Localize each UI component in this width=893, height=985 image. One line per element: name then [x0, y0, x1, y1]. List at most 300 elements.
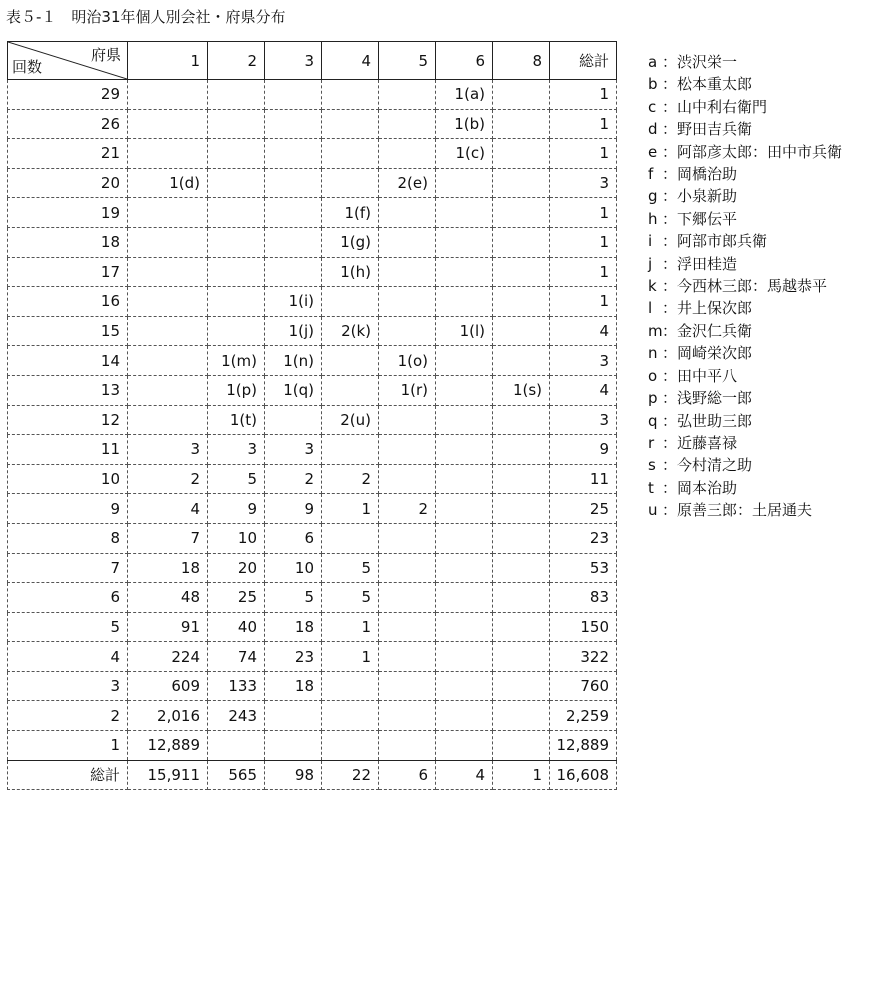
legend-separator: ： — [662, 433, 678, 452]
column-header: 4 — [322, 42, 379, 80]
table-cell: 2(k) — [322, 316, 379, 346]
row-total-cell: 1 — [550, 287, 617, 317]
legend-name: 田中平八 — [677, 366, 738, 385]
legend-item — [648, 320, 842, 342]
column-header-total: 総計 — [550, 42, 617, 80]
table-cell: 5 — [322, 553, 379, 583]
table-cell — [128, 80, 208, 110]
row-total-cell: 760 — [550, 671, 617, 701]
row-total-cell: 150 — [550, 612, 617, 642]
legend-key: g — [648, 187, 658, 206]
table-cell: 1(h) — [322, 257, 379, 287]
table-cell: 1(c) — [436, 139, 493, 169]
table-cell: 1 — [493, 760, 550, 790]
legend-item — [648, 208, 842, 230]
table-cell — [128, 257, 208, 287]
table-cell — [128, 139, 208, 169]
legend-separator: ： — [662, 389, 678, 408]
legend-item — [648, 365, 842, 387]
legend-separator: ： — [662, 209, 678, 228]
row-label: 14 — [8, 346, 128, 376]
table-cell — [436, 346, 493, 376]
table-row — [8, 701, 617, 731]
legend-name: 松本重太郎 — [677, 75, 753, 94]
table-cell — [379, 731, 436, 761]
table-row — [8, 731, 617, 761]
table-cell — [493, 523, 550, 553]
table-cell — [436, 553, 493, 583]
table-cell — [265, 168, 322, 198]
table-row — [8, 287, 617, 317]
table-cell: 6 — [265, 523, 322, 553]
table-row — [8, 523, 617, 553]
row-label: 4 — [8, 642, 128, 672]
table-cell: 15,911 — [128, 760, 208, 790]
table-cell: 1(n) — [265, 346, 322, 376]
table-cell — [265, 405, 322, 435]
column-header: 3 — [265, 42, 322, 80]
table-cell: 74 — [208, 642, 265, 672]
table-cell — [322, 168, 379, 198]
legend-item — [648, 499, 842, 521]
row-label: 13 — [8, 375, 128, 405]
table-cell — [493, 405, 550, 435]
table-cell: 18 — [265, 612, 322, 642]
table-row — [8, 257, 617, 287]
table-cell — [493, 642, 550, 672]
table-cell — [436, 494, 493, 524]
table-cell: 7 — [128, 523, 208, 553]
table-cell: 1(j) — [265, 316, 322, 346]
row-label: 6 — [8, 583, 128, 613]
legend-separator: ： — [662, 97, 678, 116]
table-cell — [493, 464, 550, 494]
table-cell — [265, 731, 322, 761]
legend-key: h — [648, 209, 658, 228]
legend-separator: ： — [662, 411, 678, 430]
row-total-cell: 83 — [550, 583, 617, 613]
table-cell — [208, 198, 265, 228]
legend-separator: ： — [662, 366, 678, 385]
legend-item — [648, 477, 842, 499]
table-cell — [379, 316, 436, 346]
table-cell — [322, 346, 379, 376]
table-cell — [436, 198, 493, 228]
table-cell — [379, 583, 436, 613]
table-cell: 2 — [379, 494, 436, 524]
table-cell: 48 — [128, 583, 208, 613]
table-cell: 243 — [208, 701, 265, 731]
table-cell — [379, 464, 436, 494]
table-cell — [379, 139, 436, 169]
table-cell: 3 — [265, 435, 322, 465]
table-cell — [322, 671, 379, 701]
table-cell — [436, 168, 493, 198]
row-total-cell: 9 — [550, 435, 617, 465]
table-cell — [436, 257, 493, 287]
legend-name: 野田吉兵衛 — [677, 120, 753, 139]
table-cell: 9 — [265, 494, 322, 524]
table-cell: 3 — [208, 435, 265, 465]
table-cell — [322, 701, 379, 731]
table-cell — [379, 257, 436, 287]
table-row — [8, 346, 617, 376]
row-total-cell: 11 — [550, 464, 617, 494]
row-total-cell: 1 — [550, 198, 617, 228]
legend-key: u — [648, 501, 658, 520]
row-total-cell: 3 — [550, 346, 617, 376]
row-total-cell: 1 — [550, 227, 617, 257]
table-cell — [208, 109, 265, 139]
row-total-cell: 23 — [550, 523, 617, 553]
legend-separator: ： — [662, 187, 678, 206]
row-label: 21 — [8, 139, 128, 169]
legend-item — [648, 118, 842, 140]
table-cell: 6 — [379, 760, 436, 790]
table-cell — [379, 287, 436, 317]
legend-key: l — [648, 299, 653, 318]
legend-item — [648, 51, 842, 73]
table-cell — [493, 612, 550, 642]
legend-item — [648, 141, 842, 163]
legend-name: 浮田桂造 — [677, 254, 738, 273]
table-cell: 1(t) — [208, 405, 265, 435]
table-cell — [265, 227, 322, 257]
table-cell: 1(l) — [436, 316, 493, 346]
row-label: 2 — [8, 701, 128, 731]
table-row — [8, 494, 617, 524]
legend-key: q — [648, 411, 658, 430]
table-cell — [436, 671, 493, 701]
table-cell: 1(s) — [493, 375, 550, 405]
row-label: 20 — [8, 168, 128, 198]
legend-key: d — [648, 120, 658, 139]
table-row — [8, 671, 617, 701]
table-cell: 1(i) — [265, 287, 322, 317]
table-cell — [493, 287, 550, 317]
table-row — [8, 168, 617, 198]
table-cell: 609 — [128, 671, 208, 701]
table-cell — [265, 257, 322, 287]
column-header: 6 — [436, 42, 493, 80]
table-cell — [208, 80, 265, 110]
row-label: 19 — [8, 198, 128, 228]
row-total-cell: 16,608 — [550, 760, 617, 790]
table-cell — [493, 109, 550, 139]
table-cell — [379, 405, 436, 435]
table-cell: 1(b) — [436, 109, 493, 139]
table-cell — [128, 198, 208, 228]
row-label: 1 — [8, 731, 128, 761]
table-cell: 1(o) — [379, 346, 436, 376]
table-cell: 40 — [208, 612, 265, 642]
table-cell — [493, 701, 550, 731]
table-cell — [379, 523, 436, 553]
table-cell — [379, 553, 436, 583]
table-cell — [379, 642, 436, 672]
table-cell — [493, 80, 550, 110]
table-cell — [493, 671, 550, 701]
table-cell — [128, 346, 208, 376]
table-cell: 3 — [128, 435, 208, 465]
table-cell: 133 — [208, 671, 265, 701]
row-total-cell: 3 — [550, 168, 617, 198]
table-cell — [379, 435, 436, 465]
legend-name: 下郷伝平 — [677, 209, 738, 228]
table-cell — [265, 80, 322, 110]
table-cell — [322, 435, 379, 465]
row-total-cell: 1 — [550, 257, 617, 287]
table-cell — [208, 287, 265, 317]
legend-separator: ： — [662, 254, 678, 273]
table-cell — [208, 168, 265, 198]
table-cell — [379, 701, 436, 731]
table-cell — [322, 375, 379, 405]
table-cell — [436, 227, 493, 257]
legend-key: n — [648, 344, 658, 363]
column-header: 1 — [128, 42, 208, 80]
legend-name: 浅野総一郎 — [677, 389, 753, 408]
legend-separator: ： — [662, 75, 678, 94]
legend-key: m — [648, 321, 663, 340]
table-cell — [379, 109, 436, 139]
corner-label-count: 回数 — [12, 58, 43, 76]
table-cell — [436, 375, 493, 405]
table-cell — [493, 198, 550, 228]
row-label: 9 — [8, 494, 128, 524]
legend-separator: ： — [662, 277, 678, 296]
table-cell: 224 — [128, 642, 208, 672]
row-label: 16 — [8, 287, 128, 317]
table-row — [8, 405, 617, 435]
table-cell — [493, 494, 550, 524]
legend-list — [648, 51, 842, 522]
legend-item — [648, 342, 842, 364]
table-cell — [265, 109, 322, 139]
table-cell — [208, 316, 265, 346]
table-cell — [322, 139, 379, 169]
legend-name: 渋沢栄一 — [677, 53, 738, 71]
row-label: 29 — [8, 80, 128, 110]
table-cell — [436, 523, 493, 553]
legend-name: 金沢仁兵衛 — [677, 321, 753, 340]
legend-separator: ： — [662, 232, 678, 251]
table-cell — [493, 139, 550, 169]
legend-name: 小泉新助 — [677, 187, 738, 206]
table-cell: 25 — [208, 583, 265, 613]
table-cell — [322, 287, 379, 317]
table-cell — [128, 375, 208, 405]
row-total-cell: 25 — [550, 494, 617, 524]
legend-name: 岡本治助 — [677, 478, 738, 497]
table-cell: 2(e) — [379, 168, 436, 198]
table-cell — [436, 435, 493, 465]
row-label: 5 — [8, 612, 128, 642]
legend-item — [648, 230, 842, 252]
legend-name: 山中利右衛門 — [677, 97, 768, 116]
table-cell: 1(a) — [436, 80, 493, 110]
legend-separator: ： — [662, 501, 678, 520]
table-cell — [128, 316, 208, 346]
table-cell — [128, 227, 208, 257]
table-row — [8, 375, 617, 405]
table-cell — [128, 287, 208, 317]
table-cell: 5 — [265, 583, 322, 613]
table-cell — [379, 198, 436, 228]
table-cell: 1(f) — [322, 198, 379, 228]
legend-key: t — [648, 478, 654, 497]
table-cell: 1(d) — [128, 168, 208, 198]
table-cell — [208, 731, 265, 761]
legend-key: k — [648, 277, 657, 296]
table-cell — [379, 612, 436, 642]
table-cell: 565 — [208, 760, 265, 790]
row-total-cell: 1 — [550, 80, 617, 110]
row-label: 26 — [8, 109, 128, 139]
row-total-cell: 4 — [550, 375, 617, 405]
table-cell: 91 — [128, 612, 208, 642]
table-cell — [493, 316, 550, 346]
row-label: 18 — [8, 227, 128, 257]
legend-separator: ： — [662, 478, 678, 497]
row-total-cell: 1 — [550, 109, 617, 139]
table-row — [8, 612, 617, 642]
legend-item — [648, 432, 842, 454]
table-cell: 1(m) — [208, 346, 265, 376]
legend-item — [648, 275, 842, 297]
table-cell — [322, 80, 379, 110]
legend-separator: ： — [662, 456, 678, 475]
table-cell — [128, 405, 208, 435]
row-total-cell: 1 — [550, 139, 617, 169]
table-cell: 2 — [265, 464, 322, 494]
table-cell: 23 — [265, 642, 322, 672]
legend-item — [648, 163, 842, 185]
row-label: 12 — [8, 405, 128, 435]
table-cell — [322, 109, 379, 139]
table-row — [8, 109, 617, 139]
row-label: 8 — [8, 523, 128, 553]
table-cell: 2 — [322, 464, 379, 494]
row-label: 総計 — [8, 760, 128, 790]
table-cell — [436, 612, 493, 642]
table-cell: 4 — [436, 760, 493, 790]
table-cell: 10 — [208, 523, 265, 553]
table-cell: 22 — [322, 760, 379, 790]
row-total-cell: 2,259 — [550, 701, 617, 731]
table-row — [8, 198, 617, 228]
legend-key: j — [648, 254, 653, 273]
table-cell: 5 — [208, 464, 265, 494]
row-label: 10 — [8, 464, 128, 494]
row-label: 3 — [8, 671, 128, 701]
table-cell — [493, 731, 550, 761]
total-row — [8, 760, 617, 790]
header-row — [8, 42, 617, 80]
legend-key: i — [648, 232, 653, 251]
table-cell: 4 — [128, 494, 208, 524]
table-cell — [379, 671, 436, 701]
legend-name: 岡橋治助 — [677, 165, 738, 184]
table-cell — [379, 227, 436, 257]
table-cell: 1(p) — [208, 375, 265, 405]
legend-key: a — [648, 53, 658, 71]
table-cell — [208, 139, 265, 169]
table-cell — [436, 287, 493, 317]
table-cell — [128, 109, 208, 139]
legend-key: p — [648, 389, 658, 408]
legend-separator: ： — [662, 53, 678, 71]
table-cell: 1(q) — [265, 375, 322, 405]
table-cell: 20 — [208, 553, 265, 583]
table-cell — [265, 701, 322, 731]
row-total-cell: 4 — [550, 316, 617, 346]
column-header: 2 — [208, 42, 265, 80]
legend-item — [648, 454, 842, 476]
legend-name: 弘世助三郎 — [677, 411, 753, 430]
table-cell — [379, 80, 436, 110]
legend-name: 岡崎栄次郎 — [677, 344, 753, 363]
table-cell — [436, 731, 493, 761]
table-row — [8, 227, 617, 257]
table-cell: 2,016 — [128, 701, 208, 731]
column-header: 8 — [493, 42, 550, 80]
legend-name: 井上保次郎 — [677, 299, 753, 318]
legend-separator: ： — [662, 321, 678, 340]
table-cell: 1 — [322, 642, 379, 672]
legend-item — [648, 185, 842, 207]
legend-separator: ： — [662, 142, 678, 161]
row-label: 11 — [8, 435, 128, 465]
legend-separator: ： — [662, 165, 678, 184]
legend-item — [648, 387, 842, 409]
table-title: 表５-１ 明治31年個人別会社・府県分布 — [6, 8, 286, 26]
legend-key: s — [648, 456, 656, 475]
legend-key: e — [648, 142, 658, 161]
row-total-cell: 322 — [550, 642, 617, 672]
table-cell — [436, 642, 493, 672]
table-row — [8, 642, 617, 672]
table-cell: 1(r) — [379, 375, 436, 405]
table-cell — [322, 731, 379, 761]
table-row — [8, 553, 617, 583]
table-cell: 12,889 — [128, 731, 208, 761]
table-cell — [493, 227, 550, 257]
table-row — [8, 583, 617, 613]
row-total-cell: 12,889 — [550, 731, 617, 761]
table-cell — [493, 257, 550, 287]
table-cell — [208, 257, 265, 287]
legend-separator: ： — [662, 344, 678, 363]
table-cell — [493, 553, 550, 583]
table-cell — [493, 346, 550, 376]
legend-name: 今村清之助 — [677, 456, 753, 475]
table-cell: 9 — [208, 494, 265, 524]
distribution-table — [7, 41, 617, 790]
legend-name: 阿部彦太郎：田中市兵衛 — [677, 142, 843, 161]
table-cell: 1(g) — [322, 227, 379, 257]
table-cell: 5 — [322, 583, 379, 613]
row-total-cell: 3 — [550, 405, 617, 435]
legend-key: f — [648, 165, 654, 184]
table-cell: 18 — [265, 671, 322, 701]
table-cell — [436, 583, 493, 613]
corner-label-prefecture: 府県 — [90, 46, 121, 64]
table-cell — [436, 405, 493, 435]
table-cell — [436, 701, 493, 731]
legend-key: b — [648, 75, 658, 94]
legend-name: 原善三郎：土居通夫 — [677, 501, 813, 520]
